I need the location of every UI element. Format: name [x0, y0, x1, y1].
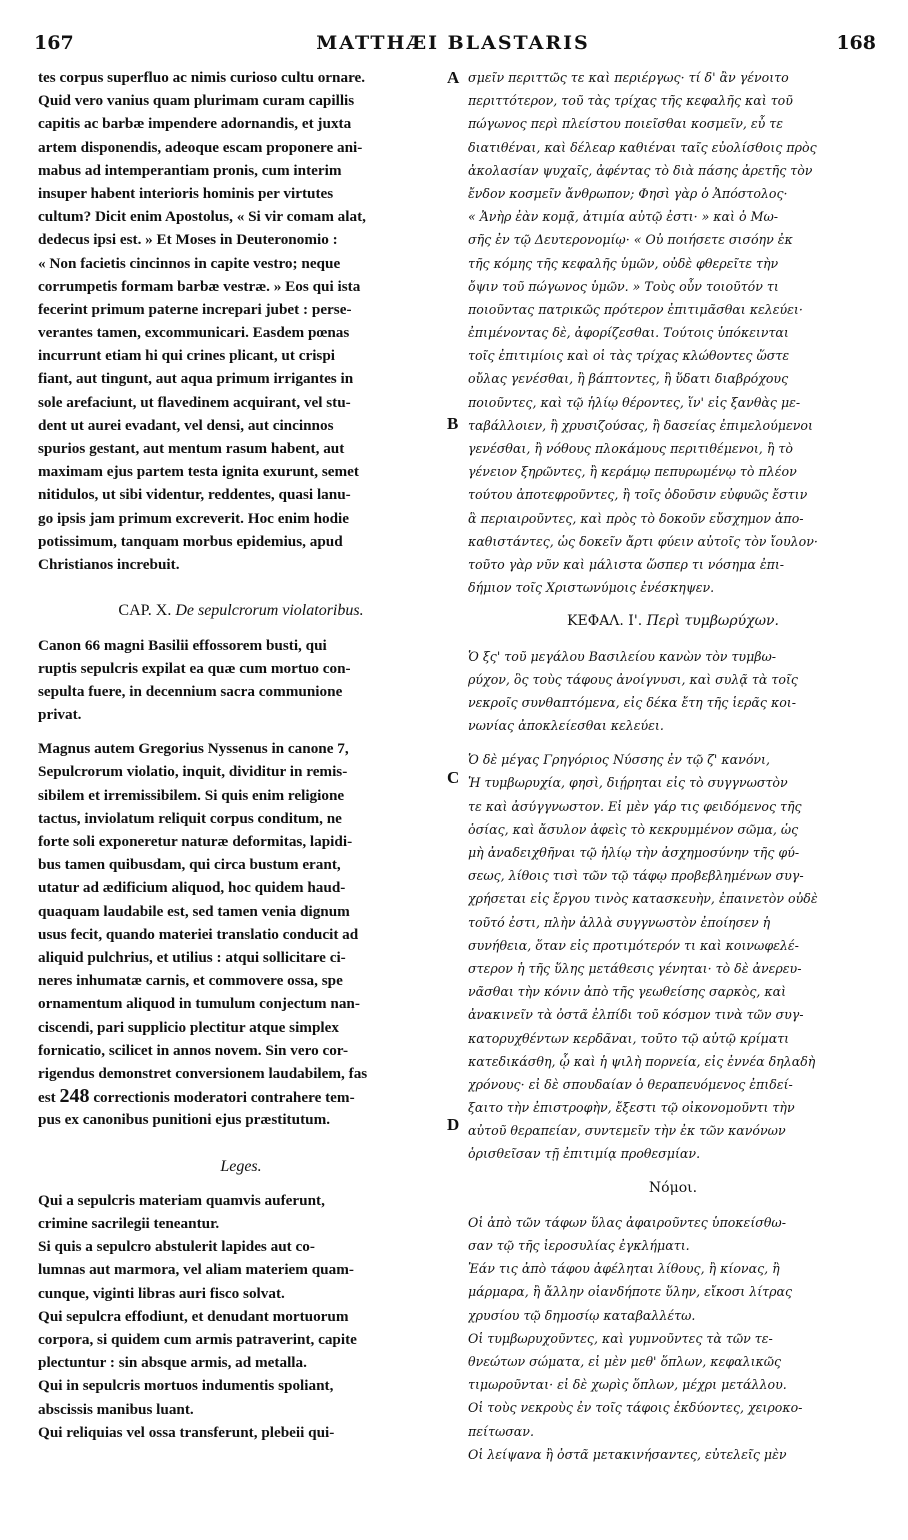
text-line: κατεδικάσθη, ᾧ καὶ ἡ ψιλὴ πορνεία, εἰς ἐννέα δηλαδὴ	[468, 1053, 816, 1069]
text-line: πείτωσαν.	[468, 1423, 534, 1439]
text-line: ξαιτο τὴν ἐπιστροφὴν, ἔξεστι τῷ οἰκονομοῦντι τὴν	[468, 1100, 795, 1116]
text-line: σαν τῷ τῆς ἱεροσυλίας ἐγκλήματι.	[468, 1238, 690, 1253]
text-line: Ἡ τυμβωρυχία, φησὶ, διῄρηται εἰς τὸ συγγνωστὸν	[468, 775, 788, 791]
text-line: δήμιον τοῖς Χριστωνύμοις ἐνέσκηψεν.	[468, 580, 715, 596]
chapter-label: CAP. X.	[118, 602, 172, 620]
text-line: cunque, viginti libras auri fisco solvat.	[38, 1284, 285, 1302]
chapter-label: ΚΕΦΑΛ. Ι'.	[567, 613, 643, 630]
text-line: usus fecit, quando materiei translatio conducit ad	[38, 925, 359, 943]
text-line: ἀκολασίαν ψυχαῖς, ἀφέντας τὸ διὰ πάσης ἀρετῆς τὸν	[468, 162, 813, 178]
greek-paragraph-2	[468, 645, 878, 738]
text-line: γένειον ξηρῶντες, ἢ κεράμῳ πεπυρωμένῳ τὸ πλέον	[468, 464, 797, 480]
text-line: Ἐάν τις ἀπὸ τάφου ἀφέληται λίθους, ἢ κίονας, ἢ	[468, 1261, 780, 1277]
text-line: Si quis a sepulcro abstulerit lapides aut co-	[38, 1238, 315, 1256]
text-line: spurios gestant, aut mentum rasum habent, aut	[38, 440, 345, 457]
text-line: fecerint primum paterne increpari jubet : perse-	[38, 300, 352, 318]
greek-nomoi	[468, 1211, 878, 1466]
text-line: capitis ac barbæ impendere adornandis, et juxta	[38, 115, 352, 133]
text-line: lumnas aut marmora, vel aliam materiem quam-	[38, 1261, 354, 1279]
text-line: συνήθεια, ὅταν εἰς προτιμότερόν τι καὶ κοινωφελέ-	[468, 937, 799, 953]
text-line: Ὁ ξς' τοῦ μεγάλου Βασιλείου κανὼν τὸν τυμβω-	[468, 648, 777, 664]
text-line: διατιθέναι, καὶ δέλεαρ καθιέναι ταῖς εὐολίσθοις πρὸς	[468, 139, 817, 155]
text-line: οὔλας γενέσθαι, ἢ βάπτοντες, ἢ ὕδατι διαβρόχους	[468, 371, 789, 387]
text-line: ciscendi, pari supplicio plectitur atque simplex	[38, 1018, 339, 1036]
text-line: ταβάλλοιεν, ἢ χρυσιζούσας, ἢ δασείας ἐπιμελούμενοι	[468, 417, 813, 433]
chapter-title: Περὶ τυμβωρύχων.	[646, 613, 779, 630]
page-header	[30, 32, 876, 66]
text-line: « Non facietis cincinnos in capite vestro; neque	[38, 254, 341, 272]
text-line: νᾶσθαι τὴν κόνιν ἀπὸ τῆς γεωθείσης σαρκὸς, καὶ	[468, 984, 787, 1000]
text-line: nitidulos, ut sibi videntur, reddentes, quasi lanu-	[38, 486, 351, 504]
text-line: Sepulcrorum violatio, inquit, dividitur in remis-	[38, 763, 348, 781]
nomoi-heading: Νόμοι.	[648, 1179, 698, 1196]
spacer	[38, 1178, 444, 1189]
greek-paragraph-1	[468, 66, 878, 599]
text-line: νεκροῖς συνθαπτόμενα, εἰς δέκα ἔτη τῆς ἱερᾶς κοι-	[468, 694, 796, 710]
text-line: σμεῖν περιττῶς τε καὶ περιέργως· τί δ' ἂν γένοιτο	[468, 70, 789, 85]
text-line: σῆς ἐν τῷ Δευτερονομίῳ· « Οὐ ποιήσετε σισόην ἐκ	[468, 232, 793, 248]
text-line: cultum? Dicit enim Apostolus, « Si vir comam alat,	[38, 208, 366, 226]
text-line: νωνίας ἀποκλείεσθαι κελεύει.	[468, 718, 664, 734]
text-line: ἔνδον κοσμεῖν ἄνθρωπον; Φησὶ γὰρ ὁ Ἀπόστολος·	[468, 185, 788, 201]
text-line: aliquid pulchrius, et utilius : atqui sollicitare ci-	[38, 948, 346, 966]
text-line: μὴ ἀναδειχθῆναι τῷ ἡλίῳ τὴν ἀσχημοσύνην τῆς φύ-	[468, 845, 800, 860]
text-line: fiant, aut tingunt, aut aqua primum irrigantes in	[38, 370, 354, 388]
latin-paragraph-1	[38, 66, 444, 576]
text-line-with-page-marker	[38, 1085, 444, 1108]
text-line: κατορυχθέντων κερδᾶναι, τοῦτο τῷ αὐτῷ κρίματι	[468, 1030, 790, 1046]
text-line: γενέσθαι, ἢ νόθους πλοκάμους περιτιθέμενοι, ἢ τὸ	[468, 441, 793, 456]
spacer	[468, 1200, 878, 1211]
text-line: χρυσίου τῷ δημοσίῳ καταβαλλέτω.	[468, 1307, 696, 1323]
text-line: incurrunt etiam hi qui crines plicant, ut crispi	[38, 347, 336, 365]
text-line: forte soli exponeretur naturæ deformitas, lapidi-	[38, 833, 353, 850]
text-line: Qui sepulcra effodiunt, et denudant mortuorum	[38, 1307, 349, 1325]
text-line: « Ἀνὴρ ἐὰν κομᾷ, ἀτιμία αὐτῷ ἐστι· » καὶ ὁ Μω-	[468, 209, 778, 225]
text-line: αὐτοῦ θεραπείαν, συντεμεῖν τὴν ἐκ τῶν κανόνων	[468, 1123, 786, 1139]
text-line: καθιστάντες, ὡς δοκεῖν ἄρτι φύειν αὐτοῖς τὸν ἴουλον·	[468, 533, 818, 549]
text-line: tactus, inviolatum reliquit corpus conditum, ne	[38, 809, 342, 827]
text-line: τούτου ἀποτεφροῦντες, ἢ τοῖς ὀδοῦσιν εὐφυῶς ἔστιν	[468, 487, 808, 503]
text-line: Qui reliquias vel ossa transferunt, plebeii qui-	[38, 1423, 335, 1441]
text-line: Οἱ ἀπὸ τῶν τάφων ὕλας ἀφαιροῦντες ὑποκείσθω-	[468, 1214, 786, 1230]
text-line: Οἱ τυμβωρυχοῦντες, καὶ γυμνοῦντες τὰ τῶν τε-	[468, 1330, 773, 1346]
text-line: abscissis manibus luant.	[38, 1400, 194, 1418]
text-line: bus tamen quibusdam, qui circa bustum erant,	[38, 856, 341, 874]
text-line: fornicatio, scilicet in annos novem. Sin vero cor-	[38, 1041, 349, 1059]
text-line: mabus ad intemperantiam pronis, cum interim	[38, 161, 342, 179]
text-line: corpora, si quidem cum armis patraverint, capite	[38, 1330, 357, 1348]
text-line: Ὁ δὲ μέγας Γρηγόριος Νύσσης ἐν τῷ ζ' κανόνι,	[468, 752, 770, 768]
text-line: Οἱ λείψανα ἢ ὀστᾶ μετακινήσαντες, εὐτελεῖς μὲν	[468, 1446, 787, 1462]
text-line: τῆς κόμης τῆς κεφαλῆς ὑμῶν, οὐδὲ φθερεῖτε τὴν	[468, 255, 779, 271]
text-line: sibilem et irremissibilem. Si quis enim religione	[38, 786, 345, 804]
chapter-heading-greek	[468, 610, 878, 633]
original-page-number: 248	[59, 1085, 90, 1108]
margin-marker-b: B	[447, 414, 459, 433]
spacer	[38, 726, 444, 737]
text-line: ἐπιμένοντας δὲ, ἀφορίζεσθαι. Τούτοις ὑπόκεινται	[468, 325, 789, 341]
text-line: τοῖς ἐπιτιμίοις καὶ οἱ τὰς τρίχας κλώθοντες ὥστε	[468, 348, 790, 364]
text-line: ornamentum aliquod in tumulum conjectum nan-	[38, 995, 360, 1013]
text-fragment: correctionis moderatori contrahere tem-	[93, 1089, 355, 1107]
text-line: ruptis sepulcris expilat ea quæ cum mortuo con-	[38, 659, 351, 677]
text-line: περιττότερον, τοῦ τὰς τρίχας τῆς κεφαλῆς καὶ τοῦ	[468, 93, 793, 109]
text-line: go ipsis jam primum excreverit. Hoc enim hodie	[38, 509, 350, 527]
text-line: Magnus autem Gregorius Nyssenus in canone 7,	[38, 740, 349, 758]
margin-marker-c: C	[447, 768, 460, 787]
text-line: τοῦτό ἐστι, πλὴν ἀλλὰ συγγνωστὸν ἐποίησεν ἡ	[468, 914, 771, 930]
text-line: dent ut aurei evadant, vel densi, aut cincinnos	[38, 416, 334, 434]
text-line: corrumpetis formam barbæ vestræ. » Eos qui ista	[38, 277, 361, 295]
margin-marker-a: A	[447, 68, 460, 87]
text-line: Quid vero vanius quam plurimam curam capillis	[38, 92, 355, 110]
text-line: μάρμαρα, ἢ ἄλλην οἱανδήποτε ὕλην, εἴκοσι λίτρας	[468, 1284, 793, 1300]
greek-paragraph-3	[468, 748, 878, 1165]
spacer	[38, 623, 444, 634]
text-line: στερον ἡ τῆς ὕλης μετάθεσις γένηται· τὸ δὲ ἀνερευ-	[468, 960, 802, 976]
spacer	[468, 599, 878, 610]
latin-leges	[38, 1189, 444, 1444]
text-line: ἃ περιαιροῦντες, καὶ πρὸς τὸ δοκοῦν εὔσχημον ἀπο-	[468, 510, 804, 526]
text-line: ὁρισθεῖσαν τῇ ἐπιτιμίᾳ προθεσμίαν.	[468, 1146, 701, 1162]
text-line: ὄψιν τοῦ πώγωνος ὑμῶν. » Τοὺς οὖν τοιοῦτόν τι	[468, 278, 779, 294]
text-line: crimine sacrilegii teneantur.	[38, 1215, 220, 1232]
text-line: quaquam laudabile est, sed tamen venia dignum	[38, 902, 350, 920]
text-fragment: est	[38, 1089, 56, 1107]
text-line: potissimum, tanquam morbus epidemius, apud	[38, 532, 343, 550]
spacer	[468, 1166, 878, 1177]
latin-paragraph-2	[38, 634, 444, 727]
spacer	[38, 576, 444, 599]
text-line: Christianos increbuit.	[38, 555, 180, 573]
text-line: privat.	[38, 706, 82, 724]
margin-marker-d: D	[447, 1115, 460, 1134]
text-line: θνεώτων σώματα, εἰ μὲν μεθ' ὅπλων, κεφαλικῶς	[468, 1353, 782, 1369]
text-line: pus ex canonibus punitioni ejus præstitutum.	[38, 1111, 331, 1129]
latin-column	[38, 66, 444, 1444]
text-line: χρόνους· εἰ δὲ σπουδαίαν ὁ θεραπευόμενος ἐπιδεί-	[468, 1076, 793, 1092]
text-line: χρήσεται εἰς ἔργου τινὸς κατασκευὴν, ἐπαινετὸν οὐδὲ	[468, 891, 818, 907]
page-number-left: 167	[34, 32, 74, 54]
text-line: sepulta fuere, in decennium sacra communione	[38, 682, 343, 700]
spacer	[468, 634, 878, 645]
text-line: neres inhumatæ carnis, et commovere ossa, spe	[38, 972, 343, 990]
text-line: Canon 66 magni Basilii effossorem busti, qui	[38, 636, 327, 654]
text-line: ποιοῦντες, καὶ τῷ ἡλίῳ θέροντες, ἵν' εἰς ξανθὰς με-	[468, 394, 801, 410]
text-line: ἀνακινεῖν τὰ ὀστᾶ ἐλπίδι τοῦ κόσμον τινὰ τῶν συγ-	[468, 1007, 804, 1023]
text-line: dedecus ipsi est. » Et Moses in Deuteronomio :	[38, 231, 338, 249]
text-line: Qui a sepulcris materiam quamvis auferunt,	[38, 1191, 325, 1209]
greek-column	[468, 66, 878, 1466]
text-line: utatur ad ædificium aliquod, hoc quidem haud-	[38, 879, 346, 897]
text-line: πώγωνος περὶ πλείστου ποιεῖσθαι κοσμεῖν, εὖ τε	[468, 116, 784, 132]
spacer	[468, 737, 878, 748]
text-line: maximam ejus partem testa ignita exurunt, semet	[38, 463, 359, 481]
leges-heading: Leges.	[220, 1157, 262, 1175]
text-line: ρύχον, ὃς τοὺς τάφους ἀνοίγνυσι, καὶ συλᾷ τὰ τοῖς	[468, 671, 798, 687]
text-line: Οἱ τοὺς νεκροὺς ἐν τοῖς τάφοις ἐκδύοντες, χειροκο-	[468, 1400, 803, 1416]
running-title: MATTHÆI BLASTARIS	[316, 32, 590, 54]
text-line: τοῦτο γὰρ νῦν καὶ μάλιστα ὥσπερ τι νόσημα ἐπι-	[468, 556, 785, 572]
text-line: artem disponendis, adeoque escam proponere ani-	[38, 138, 363, 156]
text-line: Qui in sepulcris mortuos indumentis spoliant,	[38, 1377, 334, 1395]
text-line: rigendus demonstret conversionem laudabilem, fas	[38, 1064, 368, 1082]
text-line: tes corpus superfluo ac nimis curioso cultu ornare.	[38, 69, 366, 86]
text-line: verantes tamen, excommunicari. Easdem pœnas	[38, 324, 350, 342]
text-line: ποιοῦντας πατρικῶς πρότερον ἐπιτιμᾶσθαι κελεύει·	[468, 301, 803, 317]
text-line: τε καὶ ἀσύγγνωστον. Εἰ μὲν γάρ τις φειδόμενος τῆς	[468, 798, 802, 814]
text-line: plectuntur : sin absque armis, ad metalla.	[38, 1354, 307, 1372]
text-line: sole arefaciunt, ut flavedinem acquirant, vel stu-	[38, 393, 351, 411]
spacer	[38, 1131, 444, 1154]
page-number-right: 168	[836, 32, 876, 54]
text-line: τιμωροῦνται· εἰ δὲ χωρὶς ὅπλων, μέχρι μετάλλου.	[468, 1377, 787, 1393]
chapter-title: De sepulcrorum violatoribus.	[175, 602, 364, 620]
text-line: insuper habent interioris hominis per virtutes	[38, 184, 334, 202]
text-line: σεως, λίθοις τισὶ τῶν τῷ τάφῳ προβεβλημένων συγ-	[468, 868, 804, 884]
chapter-heading-latin	[38, 599, 444, 622]
text-line: ὁσίας, καὶ ἄσυλον ἀφεὶς τὸ κεκρυμμένον σῶμα, ὡς	[468, 821, 799, 837]
latin-paragraph-3	[38, 737, 444, 1131]
